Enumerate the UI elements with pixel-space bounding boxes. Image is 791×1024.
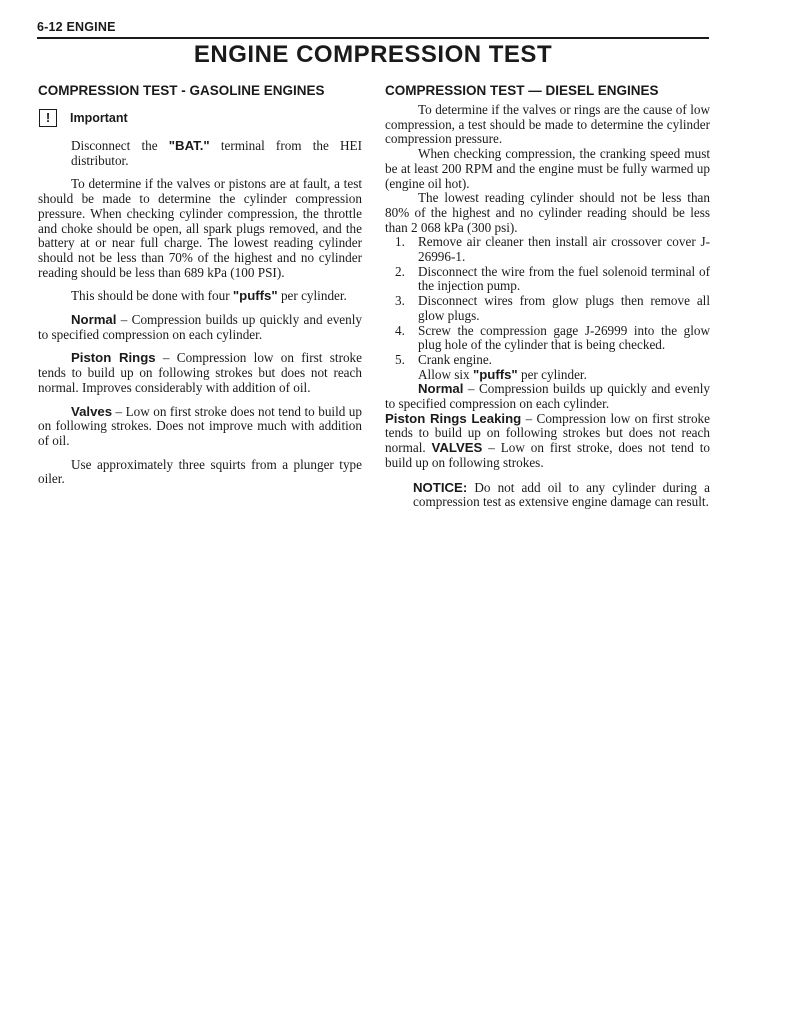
piston-rings-text: – Compression low on first stroke tends to build up on following strokes but does not reach normal. Improves considerably with addition of oil. <box>38 350 362 395</box>
valves-text: – Low on first stroke, does not tend to build up on following strokes. <box>385 440 710 470</box>
step-text: Screw the compression gage J-26999 into the glow plug hole of the cylinder that is being checked. <box>418 322 710 353</box>
puffs-label: "puffs" <box>472 366 518 382</box>
step-number: 3. <box>395 293 405 309</box>
diesel-section <box>385 82 710 510</box>
diesel-heading: COMPRESSION TEST — DIESEL ENGINES <box>385 83 659 98</box>
piston-rings-text: – Compression low on first stroke tends to build up on following strokes but does not reach normal. <box>385 410 710 456</box>
notice-label: NOTICE: <box>413 479 468 495</box>
step-item <box>385 353 710 368</box>
gasoline-valves <box>38 405 362 449</box>
puffs-post: per cylinder. <box>517 366 587 382</box>
diesel-para-1: To determine if the valves or rings are the cause of low compression, a test should be made to determine the cylinder compression pressure. <box>385 102 710 147</box>
diesel-steps <box>385 235 710 367</box>
para2-pre: This should be done with four <box>71 288 233 304</box>
gasoline-heading: COMPRESSION TEST - GASOLINE ENGINES <box>38 83 325 98</box>
gasoline-piston-rings <box>38 351 362 395</box>
important-text-post: terminal from the HEI distributor. <box>71 138 362 168</box>
gasoline-para-2 <box>38 289 362 304</box>
notice-callout <box>385 481 710 510</box>
step-text: Remove air cleaner then install air crossover cover J-26996-1. <box>418 234 710 265</box>
step-number: 2. <box>395 263 405 279</box>
step-item <box>385 265 710 294</box>
important-text-pre: Disconnect the <box>71 138 169 153</box>
important-label: Important <box>70 110 128 125</box>
step-text: Disconnect the wire from the fuel solenoid terminal of the injection pump. <box>418 263 710 294</box>
diesel-normal <box>385 382 710 411</box>
step-item <box>385 294 710 323</box>
step-number: 5. <box>395 351 405 367</box>
step-text: Disconnect wires from glow plugs then remove all glow plugs. <box>418 293 710 323</box>
normal-text: – Compression builds up quickly and evenly to specified compression on each cylinder. <box>385 381 710 412</box>
step-text: Crank engine. <box>418 351 492 367</box>
puffs-label: "puffs" <box>232 288 278 304</box>
diesel-piston-rings <box>385 412 710 471</box>
normal-label: Normal <box>418 381 464 397</box>
piston-rings-leaking-label: Piston Rings Leaking <box>385 410 522 426</box>
gasoline-normal <box>38 313 362 342</box>
piston-rings-label: Piston Rings <box>71 350 156 366</box>
important-callout <box>38 109 362 127</box>
diesel-para-2: When checking compression, the cranking speed must be at least 200 RPM and the engine must be fully warmed up (engine oil hot). <box>385 146 710 191</box>
normal-text: – Compression builds up quickly and evenly to specified compression on each cylinder. <box>38 312 362 342</box>
normal-label: Normal <box>71 312 117 328</box>
gasoline-section <box>38 82 362 487</box>
page-title: ENGINE COMPRESSION TEST <box>193 41 553 68</box>
step-number: 1. <box>395 234 405 250</box>
para2-post: per cylinder. <box>277 288 347 304</box>
header-rule <box>37 37 709 39</box>
step-item <box>385 324 710 353</box>
gasoline-para-last: Use approximately three squirts from a plunger type oiler. <box>38 456 362 487</box>
important-text <box>38 139 362 168</box>
puffs-pre: Allow six <box>418 366 473 382</box>
valves-label: Valves <box>71 403 113 419</box>
step-item <box>385 235 710 264</box>
page-section-label: 6-12 ENGINE <box>37 20 116 34</box>
diesel-puffs <box>385 368 710 383</box>
gasoline-para-1: To determine if the valves or pistons are at fault, a test should be made to determine the cylinder compression pressure. When checking cylinder compression, the throttle and choke should be open, all spark plugs removed, and the battery at or near full charge. The lowest reading cylinder should not be less than 70% of the highest and no cylinder reading should be less than 689 kPa (100 PSI). <box>38 176 362 280</box>
bat-terminal-label: "BAT." <box>168 138 210 153</box>
notice-text <box>413 481 710 510</box>
valves-label: VALVES <box>431 440 483 456</box>
exclamation-box-icon: ! <box>39 109 57 127</box>
step-number: 4. <box>395 322 405 338</box>
diesel-para-3: The lowest reading cylinder should not be less than 80% of the highest and no cylinder reading should be less than 2 068 kPa (300 psi). <box>385 190 710 235</box>
notice-body: Do not add oil to any cylinder during a compression test as extensive engine damage can result. <box>413 479 710 510</box>
valves-text: – Low on first stroke does not tend to build up on following strokes. Does not improve much with addition of oil. <box>38 403 362 448</box>
